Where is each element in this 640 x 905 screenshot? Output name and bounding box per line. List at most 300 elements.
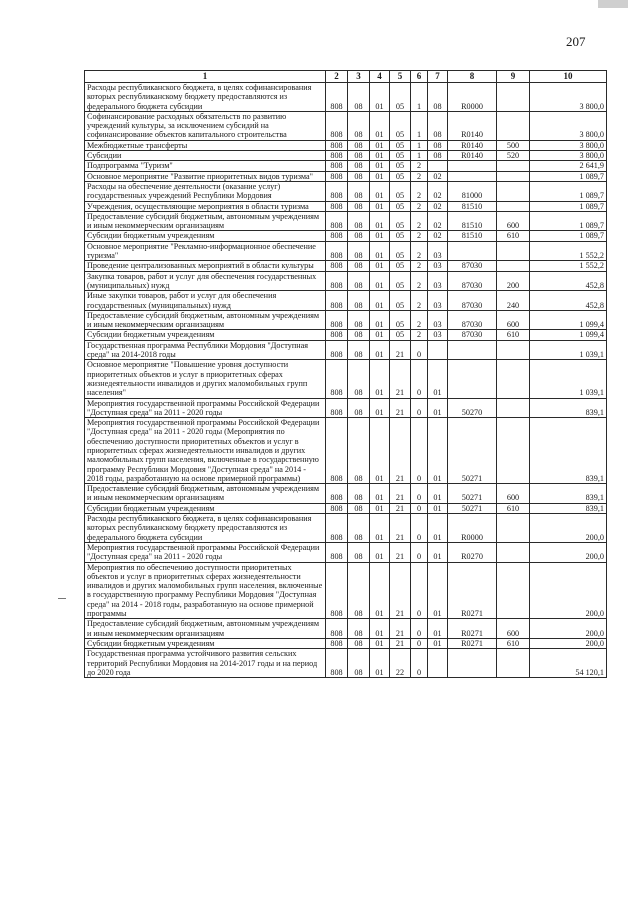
- header-row: [85, 71, 607, 83]
- code-cell: 05: [390, 151, 411, 161]
- code-cell: 87030: [448, 310, 497, 330]
- code-cell: [448, 649, 497, 678]
- amount-cell: 1 089,7: [530, 211, 607, 231]
- code-cell: 08: [348, 201, 370, 211]
- row-name: Проведение централизованных мероприятий в области культуры: [85, 261, 326, 271]
- amount-cell: 452,8: [530, 271, 607, 291]
- code-cell: [428, 161, 448, 171]
- code-cell: 05: [390, 201, 411, 211]
- code-cell: [448, 360, 497, 398]
- code-cell: 2: [411, 330, 428, 340]
- row-name: Субсидии: [85, 151, 326, 161]
- table-row: [85, 201, 607, 211]
- code-cell: 0: [411, 638, 428, 648]
- amount-cell: 1 552,2: [530, 241, 607, 261]
- code-cell: 808: [326, 310, 348, 330]
- code-cell: 08: [348, 211, 370, 231]
- code-cell: 81510: [448, 231, 497, 241]
- scan-artifact: [598, 0, 628, 8]
- table-row: [85, 398, 607, 418]
- code-cell: 808: [326, 151, 348, 161]
- code-cell: 08: [348, 83, 370, 112]
- row-name: Межбюджетные трансферты: [85, 140, 326, 150]
- code-cell: 08: [348, 398, 370, 418]
- code-cell: [448, 171, 497, 181]
- code-cell: 01: [370, 231, 390, 241]
- code-cell: 21: [390, 638, 411, 648]
- code-cell: 08: [348, 619, 370, 639]
- code-cell: 05: [390, 211, 411, 231]
- table-row: [85, 330, 607, 340]
- code-cell: 600: [497, 484, 530, 504]
- code-cell: [497, 261, 530, 271]
- code-cell: [428, 649, 448, 678]
- code-cell: 808: [326, 261, 348, 271]
- table-row: [85, 241, 607, 261]
- code-cell: 08: [348, 111, 370, 140]
- column-header: 7: [428, 71, 448, 83]
- code-cell: 808: [326, 503, 348, 513]
- row-name: Мероприятия государственной программы Российской Федерации "Доступная среда" на 2011 - 2020 годы (Мероприятия по обеспечению доступности приоритетных объектов и услуг в приоритетных сферах жизнедеятельности инвалидов и других маломобильных групп населения, включенные в государственную программу Республики Мордовия "Доступная среда" на 2014 - 2018 годы, разработанную на основе примерной программы): [85, 418, 326, 484]
- row-name: Субсидии бюджетным учреждениям: [85, 638, 326, 648]
- code-cell: 05: [390, 171, 411, 181]
- table-row: [85, 503, 607, 513]
- code-cell: 2: [411, 181, 428, 201]
- code-cell: 02: [428, 181, 448, 201]
- code-cell: 08: [348, 261, 370, 271]
- code-cell: 08: [348, 360, 370, 398]
- code-cell: 08: [348, 171, 370, 181]
- table-row: [85, 291, 607, 311]
- code-cell: 21: [390, 503, 411, 513]
- code-cell: 01: [370, 330, 390, 340]
- code-cell: 600: [497, 619, 530, 639]
- table-row: [85, 140, 607, 150]
- code-cell: 0: [411, 503, 428, 513]
- amount-cell: 200,0: [530, 514, 607, 543]
- code-cell: [497, 171, 530, 181]
- code-cell: 2: [411, 261, 428, 271]
- code-cell: 05: [390, 111, 411, 140]
- code-cell: 2: [411, 310, 428, 330]
- code-cell: 808: [326, 418, 348, 484]
- code-cell: 01: [370, 151, 390, 161]
- code-cell: 08: [348, 418, 370, 484]
- row-name: Мероприятия государственной программы Российской Федерации "Доступная среда" на 2011 - 2020 годы: [85, 542, 326, 562]
- code-cell: [448, 161, 497, 171]
- table-row: [85, 111, 607, 140]
- code-cell: [497, 562, 530, 619]
- code-cell: 2: [411, 291, 428, 311]
- code-cell: 2: [411, 171, 428, 181]
- code-cell: 01: [370, 140, 390, 150]
- code-cell: 01: [428, 562, 448, 619]
- code-cell: R0271: [448, 562, 497, 619]
- code-cell: [497, 201, 530, 211]
- code-cell: 21: [390, 360, 411, 398]
- row-name: Основное мероприятие "Повышение уровня доступности приоритетных объектов и услуг в приоритетных сферах жизнедеятельности инвалидов и других маломобильных групп населения": [85, 360, 326, 398]
- code-cell: 01: [370, 181, 390, 201]
- code-cell: 2: [411, 161, 428, 171]
- amount-cell: 1 039,1: [530, 360, 607, 398]
- code-cell: 08: [348, 649, 370, 678]
- code-cell: 0: [411, 484, 428, 504]
- code-cell: 87030: [448, 261, 497, 271]
- code-cell: 808: [326, 161, 348, 171]
- code-cell: 21: [390, 542, 411, 562]
- row-name: Расходы республиканского бюджета, в целях софинансирования которых республиканскому бюджету предоставляются из федерального бюджета субсидии: [85, 514, 326, 543]
- code-cell: 808: [326, 271, 348, 291]
- amount-cell: 200,0: [530, 638, 607, 648]
- code-cell: 200: [497, 271, 530, 291]
- code-cell: 808: [326, 484, 348, 504]
- code-cell: [497, 161, 530, 171]
- code-cell: 05: [390, 181, 411, 201]
- code-cell: 01: [370, 271, 390, 291]
- code-cell: 87030: [448, 330, 497, 340]
- row-name: Закупка товаров, работ и услуг для обеспечения государственных (муниципальных) нужд: [85, 271, 326, 291]
- code-cell: 808: [326, 171, 348, 181]
- code-cell: 240: [497, 291, 530, 311]
- row-name: Предоставление субсидий бюджетным, автономным учреждениям и иным некоммерческим организациям: [85, 484, 326, 504]
- code-cell: 08: [348, 151, 370, 161]
- code-cell: R0140: [448, 140, 497, 150]
- table-row: [85, 231, 607, 241]
- amount-cell: 1 089,7: [530, 171, 607, 181]
- amount-cell: 1 089,7: [530, 181, 607, 201]
- code-cell: 08: [348, 231, 370, 241]
- code-cell: 08: [348, 503, 370, 513]
- code-cell: 05: [390, 330, 411, 340]
- budget-table: [84, 70, 607, 678]
- margin-mark: [58, 598, 66, 599]
- code-cell: 808: [326, 649, 348, 678]
- code-cell: 02: [428, 211, 448, 231]
- code-cell: 05: [390, 310, 411, 330]
- code-cell: 21: [390, 562, 411, 619]
- amount-cell: 1 099,4: [530, 310, 607, 330]
- code-cell: 03: [428, 310, 448, 330]
- amount-cell: 452,8: [530, 291, 607, 311]
- column-header: 8: [448, 71, 497, 83]
- column-header: 4: [370, 71, 390, 83]
- code-cell: [497, 418, 530, 484]
- code-cell: 50271: [448, 418, 497, 484]
- code-cell: 01: [370, 201, 390, 211]
- amount-cell: 3 800,0: [530, 83, 607, 112]
- code-cell: 05: [390, 291, 411, 311]
- code-cell: 02: [428, 171, 448, 181]
- code-cell: 08: [348, 562, 370, 619]
- row-name: Основное мероприятие "Развитие приоритетных видов туризма": [85, 171, 326, 181]
- row-name: Иные закупки товаров, работ и услуг для обеспечения государственных (муниципальных) нужд: [85, 291, 326, 311]
- amount-cell: 1 089,7: [530, 201, 607, 211]
- row-name: Учреждения, осуществляющие мероприятия в области туризма: [85, 201, 326, 211]
- code-cell: 1: [411, 83, 428, 112]
- code-cell: 2: [411, 241, 428, 261]
- amount-cell: 54 120,1: [530, 649, 607, 678]
- row-name: Государственная программа устойчивого развития сельских территорий Республики Мордовия на 2014-2017 годы и на период до 2020 года: [85, 649, 326, 678]
- code-cell: 2: [411, 231, 428, 241]
- code-cell: 02: [428, 231, 448, 241]
- amount-cell: 1 099,4: [530, 330, 607, 340]
- code-cell: [497, 181, 530, 201]
- code-cell: 21: [390, 340, 411, 360]
- code-cell: 01: [370, 398, 390, 418]
- code-cell: 808: [326, 181, 348, 201]
- code-cell: 808: [326, 231, 348, 241]
- code-cell: 808: [326, 638, 348, 648]
- code-cell: 808: [326, 241, 348, 261]
- code-cell: 01: [370, 111, 390, 140]
- code-cell: 01: [370, 542, 390, 562]
- code-cell: 01: [370, 211, 390, 231]
- row-name: Расходы республиканского бюджета, в целях софинансирования которых республиканскому бюджету предоставляются из федерального бюджета субсидии: [85, 83, 326, 112]
- code-cell: 808: [326, 291, 348, 311]
- code-cell: 01: [370, 310, 390, 330]
- code-cell: [497, 514, 530, 543]
- row-name: Мероприятия по обеспечению доступности приоритетных объектов и услуг в приоритетных сферах жизнедеятельности инвалидов и других маломобильных групп населения, включенные в государственную программу Республики Мордовия "Доступная среда" на 2014 - 2018 годы, разработанную на основе примерной программы: [85, 562, 326, 619]
- amount-cell: 839,1: [530, 503, 607, 513]
- code-cell: 81510: [448, 211, 497, 231]
- code-cell: 0: [411, 398, 428, 418]
- code-cell: 1: [411, 140, 428, 150]
- code-cell: 808: [326, 83, 348, 112]
- code-cell: 0: [411, 649, 428, 678]
- code-cell: 03: [428, 271, 448, 291]
- code-cell: 08: [348, 271, 370, 291]
- code-cell: 21: [390, 619, 411, 639]
- table-row: [85, 562, 607, 619]
- column-header: 2: [326, 71, 348, 83]
- code-cell: 01: [370, 171, 390, 181]
- code-cell: 610: [497, 231, 530, 241]
- code-cell: 0: [411, 514, 428, 543]
- row-name: Софинансирование расходных обязательств по развитию учреждений культуры, за исключением субсидий на софинансирование объектов капитального строительства: [85, 111, 326, 140]
- amount-cell: 3 800,0: [530, 151, 607, 161]
- code-cell: 05: [390, 261, 411, 271]
- column-header: 6: [411, 71, 428, 83]
- code-cell: 01: [428, 360, 448, 398]
- code-cell: [497, 340, 530, 360]
- code-cell: 808: [326, 201, 348, 211]
- code-cell: [497, 360, 530, 398]
- code-cell: 01: [370, 638, 390, 648]
- code-cell: 0: [411, 418, 428, 484]
- code-cell: 50271: [448, 503, 497, 513]
- row-name: Расходы на обеспечение деятельности (оказание услуг) государственных учреждений Республики Мордовия: [85, 181, 326, 201]
- code-cell: 1: [411, 111, 428, 140]
- amount-cell: 3 800,0: [530, 111, 607, 140]
- code-cell: 01: [370, 261, 390, 271]
- table-row: [85, 181, 607, 201]
- code-cell: 2: [411, 211, 428, 231]
- code-cell: 610: [497, 330, 530, 340]
- code-cell: R0140: [448, 151, 497, 161]
- code-cell: [448, 241, 497, 261]
- table-row: [85, 418, 607, 484]
- code-cell: 08: [348, 484, 370, 504]
- code-cell: 808: [326, 111, 348, 140]
- table-row: [85, 514, 607, 543]
- column-header: 1: [85, 71, 326, 83]
- code-cell: 21: [390, 398, 411, 418]
- amount-cell: 3 800,0: [530, 140, 607, 150]
- code-cell: 520: [497, 151, 530, 161]
- amount-cell: 839,1: [530, 418, 607, 484]
- code-cell: 2: [411, 201, 428, 211]
- code-cell: [428, 340, 448, 360]
- code-cell: 05: [390, 241, 411, 261]
- code-cell: R0271: [448, 638, 497, 648]
- code-cell: 1: [411, 151, 428, 161]
- code-cell: 808: [326, 398, 348, 418]
- code-cell: 01: [428, 484, 448, 504]
- table-row: [85, 542, 607, 562]
- code-cell: 01: [370, 340, 390, 360]
- code-cell: 05: [390, 161, 411, 171]
- code-cell: 08: [348, 638, 370, 648]
- code-cell: 21: [390, 418, 411, 484]
- row-name: Основное мероприятие "Рекламно-информационное обеспечение туризма": [85, 241, 326, 261]
- table-row: [85, 211, 607, 231]
- code-cell: 01: [428, 638, 448, 648]
- code-cell: 808: [326, 562, 348, 619]
- table-row: [85, 649, 607, 678]
- code-cell: 87030: [448, 271, 497, 291]
- code-cell: 08: [348, 291, 370, 311]
- amount-cell: 839,1: [530, 484, 607, 504]
- table-row: [85, 340, 607, 360]
- code-cell: 808: [326, 619, 348, 639]
- code-cell: 08: [428, 111, 448, 140]
- row-name: Мероприятия государственной программы Российской Федерации "Доступная среда" на 2011 - 2020 годы: [85, 398, 326, 418]
- amount-cell: 200,0: [530, 562, 607, 619]
- table-row: [85, 360, 607, 398]
- code-cell: R0000: [448, 514, 497, 543]
- table-row: [85, 171, 607, 181]
- code-cell: 808: [326, 140, 348, 150]
- table-row: [85, 261, 607, 271]
- code-cell: 05: [390, 140, 411, 150]
- code-cell: 87030: [448, 291, 497, 311]
- code-cell: 600: [497, 310, 530, 330]
- code-cell: 01: [370, 291, 390, 311]
- code-cell: [497, 83, 530, 112]
- row-name: Подпрограмма "Туризм": [85, 161, 326, 171]
- code-cell: 03: [428, 291, 448, 311]
- table-row: [85, 271, 607, 291]
- code-cell: 08: [348, 241, 370, 261]
- amount-cell: 200,0: [530, 619, 607, 639]
- code-cell: 21: [390, 514, 411, 543]
- code-cell: [497, 649, 530, 678]
- code-cell: 08: [348, 330, 370, 340]
- code-cell: 2: [411, 271, 428, 291]
- amount-cell: 1 552,2: [530, 261, 607, 271]
- table-row: [85, 83, 607, 112]
- code-cell: 01: [370, 161, 390, 171]
- table-row: [85, 151, 607, 161]
- code-cell: R0270: [448, 542, 497, 562]
- code-cell: 05: [390, 231, 411, 241]
- code-cell: 610: [497, 503, 530, 513]
- column-header: 3: [348, 71, 370, 83]
- code-cell: 600: [497, 211, 530, 231]
- code-cell: R0271: [448, 619, 497, 639]
- code-cell: 08: [348, 340, 370, 360]
- code-cell: 22: [390, 649, 411, 678]
- row-name: Предоставление субсидий бюджетным, автономным учреждениям и иным некоммерческим организациям: [85, 619, 326, 639]
- code-cell: 02: [428, 201, 448, 211]
- table-row: [85, 310, 607, 330]
- table-row: [85, 484, 607, 504]
- code-cell: R0140: [448, 111, 497, 140]
- code-cell: 01: [370, 503, 390, 513]
- code-cell: 50271: [448, 484, 497, 504]
- code-cell: 01: [370, 241, 390, 261]
- code-cell: 808: [326, 330, 348, 340]
- table-body: [85, 83, 607, 678]
- code-cell: 0: [411, 542, 428, 562]
- code-cell: 01: [370, 619, 390, 639]
- row-name: Государственная программа Республики Мордовия "Доступная среда" на 2014-2018 годы: [85, 340, 326, 360]
- code-cell: 08: [348, 542, 370, 562]
- code-cell: 0: [411, 562, 428, 619]
- code-cell: 01: [428, 514, 448, 543]
- code-cell: 08: [428, 140, 448, 150]
- code-cell: 21: [390, 484, 411, 504]
- row-name: Субсидии бюджетным учреждениям: [85, 503, 326, 513]
- row-name: Субсидии бюджетным учреждениям: [85, 231, 326, 241]
- code-cell: 03: [428, 241, 448, 261]
- code-cell: [497, 542, 530, 562]
- code-cell: 08: [348, 181, 370, 201]
- amount-cell: 839,1: [530, 398, 607, 418]
- row-name: Субсидии бюджетным учреждениям: [85, 330, 326, 340]
- code-cell: 808: [326, 340, 348, 360]
- code-cell: 808: [326, 360, 348, 398]
- code-cell: 03: [428, 330, 448, 340]
- code-cell: 05: [390, 83, 411, 112]
- code-cell: 01: [370, 484, 390, 504]
- code-cell: 81510: [448, 201, 497, 211]
- amount-cell: 200,0: [530, 542, 607, 562]
- code-cell: 03: [428, 261, 448, 271]
- code-cell: 808: [326, 514, 348, 543]
- code-cell: 500: [497, 140, 530, 150]
- code-cell: 01: [370, 514, 390, 543]
- code-cell: 01: [428, 503, 448, 513]
- code-cell: 01: [428, 418, 448, 484]
- row-name: Предоставление субсидий бюджетным, автономным учреждениям и иным некоммерческим организациям: [85, 310, 326, 330]
- code-cell: 05: [390, 271, 411, 291]
- code-cell: 01: [428, 542, 448, 562]
- page-number: 207: [566, 34, 586, 49]
- column-header: 10: [530, 71, 607, 83]
- table-row: [85, 619, 607, 639]
- code-cell: 0: [411, 360, 428, 398]
- row-name: Предоставление субсидий бюджетным, автономным учреждениям и иным некоммерческим организациям: [85, 211, 326, 231]
- code-cell: 610: [497, 638, 530, 648]
- code-cell: 01: [370, 649, 390, 678]
- code-cell: 01: [370, 360, 390, 398]
- code-cell: [448, 340, 497, 360]
- code-cell: 08: [348, 161, 370, 171]
- table-row: [85, 161, 607, 171]
- code-cell: 808: [326, 211, 348, 231]
- amount-cell: 2 641,9: [530, 161, 607, 171]
